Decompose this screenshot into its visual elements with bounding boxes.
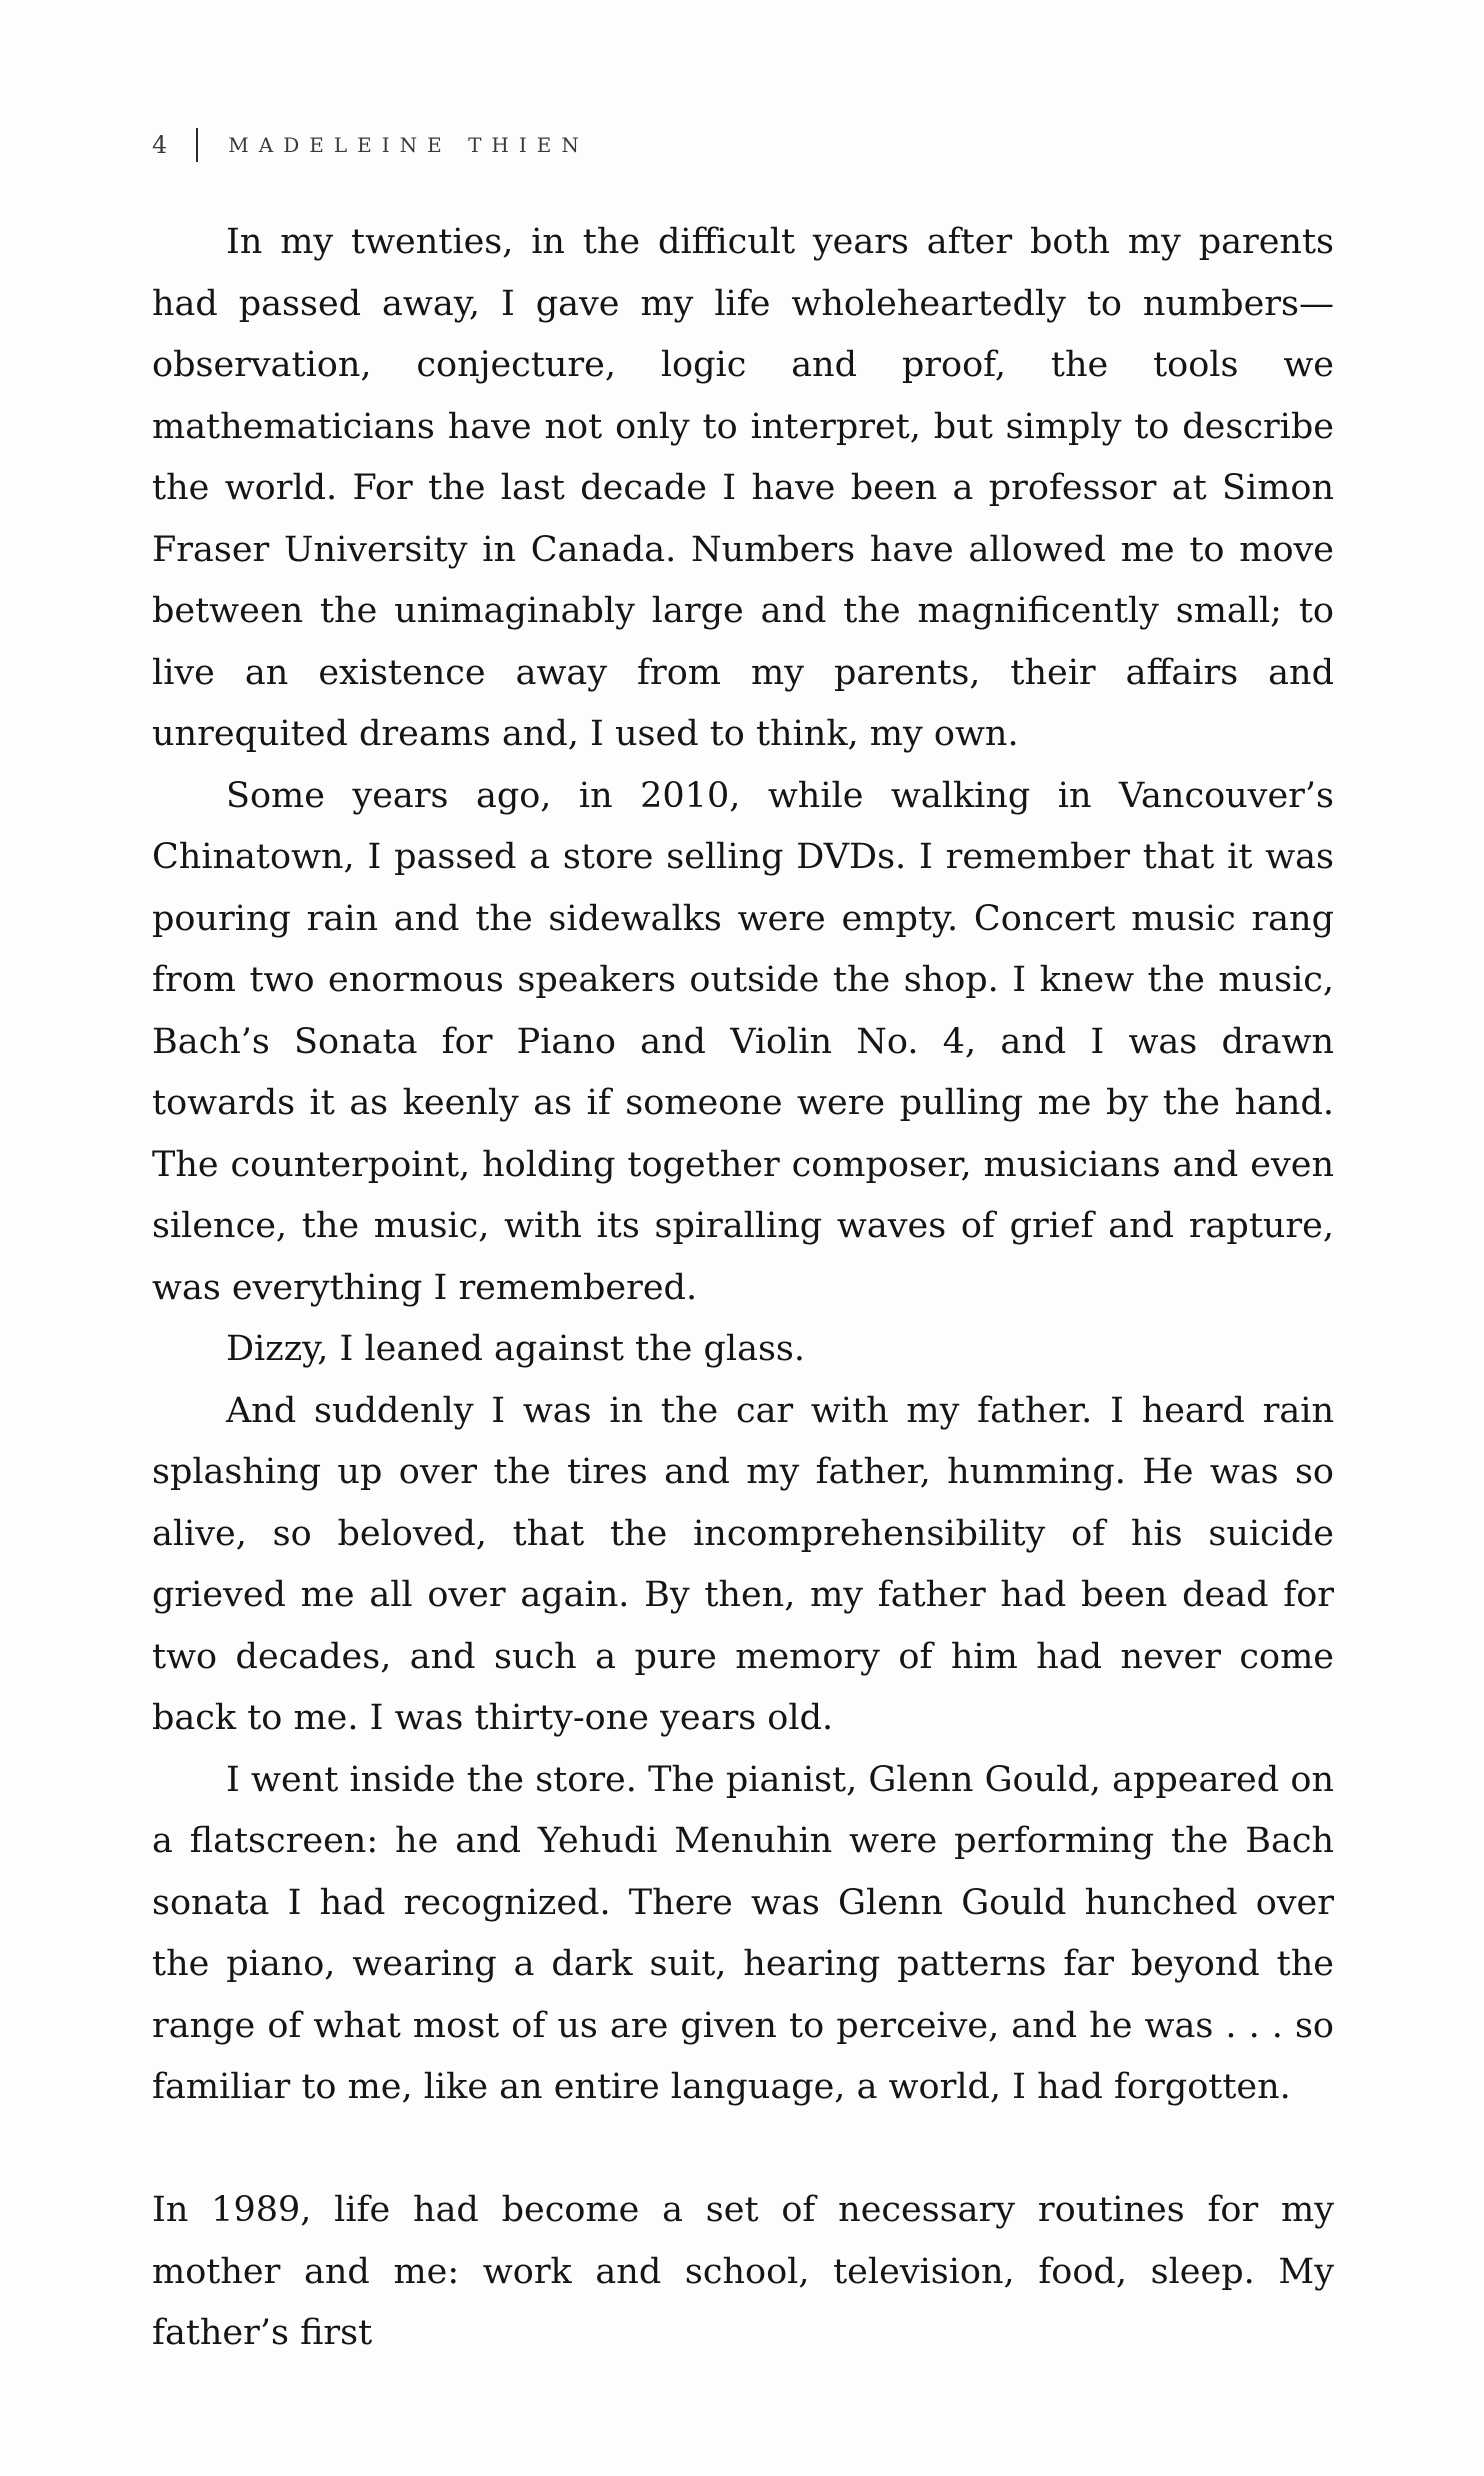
paragraph-4: And suddenly I was in the car with my father. I heard rain splashing up over the tires and my father, humming. He was so alive, so beloved, that the incomprehensibility of his suicide grieved me all over again. By then, my father had been dead for two decades, and such a pure memory of him had never come back to me. I was thirty-one years old. [152,1390,1334,1738]
paragraph-6-section-start: In 1989, life had become a set of necessary routines for my mother and me: work and school, television, food, sleep. My father’s first [152,2190,1334,2353]
paragraph-2: Some years ago, in 2010, while walking in Vancouver’s Chinatown, I passed a store selling DVDs. I remember that it was pouring rain and the sidewalks were empty. Concert music rang from two enormous speakers outside the shop. I knew the music, Bach’s Sonata for Piano and Violin No. 4, and I was drawn towards it as keenly as if someone were pulling me by the hand. The counterpoint, holding together composer, musicians and even silence, the music, with its spiralling waves of grief and rapture, was everything I remembered. [152,775,1334,1308]
paragraph-1: In my twenties, in the difficult years after both my parents had passed away, I gave my life wholeheartedly to numbers—observation, conjecture, logic and proof, the tools we mathematicians have not only to interpret, but simply to describe the world. For the last decade I have been a professor at Simon Fraser University in Canada. Numbers have allowed me to move between the unimaginably large and the magnificently small; to live an existence away from my parents, their affairs and unrequited dreams and, I used to think, my own. [152,222,1334,754]
running-head [152,128,589,162]
page-number: 4 [152,131,169,159]
author-name: MADELEINE THIEN [228,133,589,157]
paragraph-3: Dizzy, I leaned against the glass. [226,1329,806,1369]
body-text [152,212,1334,2365]
header-divider [196,128,198,162]
paragraph-5: I went inside the store. The pianist, Glenn Gould, appeared on a flatscreen: he and Yehudi Menuhin were performing the Bach sonata I had recognized. There was Glenn Gould hunched over the piano, wearing a dark suit, hearing patterns far beyond the range of what most of us are given to perceive, and he was . . . so familiar to me, like an entire language, a world, I had forgotten. [152,1759,1334,2107]
